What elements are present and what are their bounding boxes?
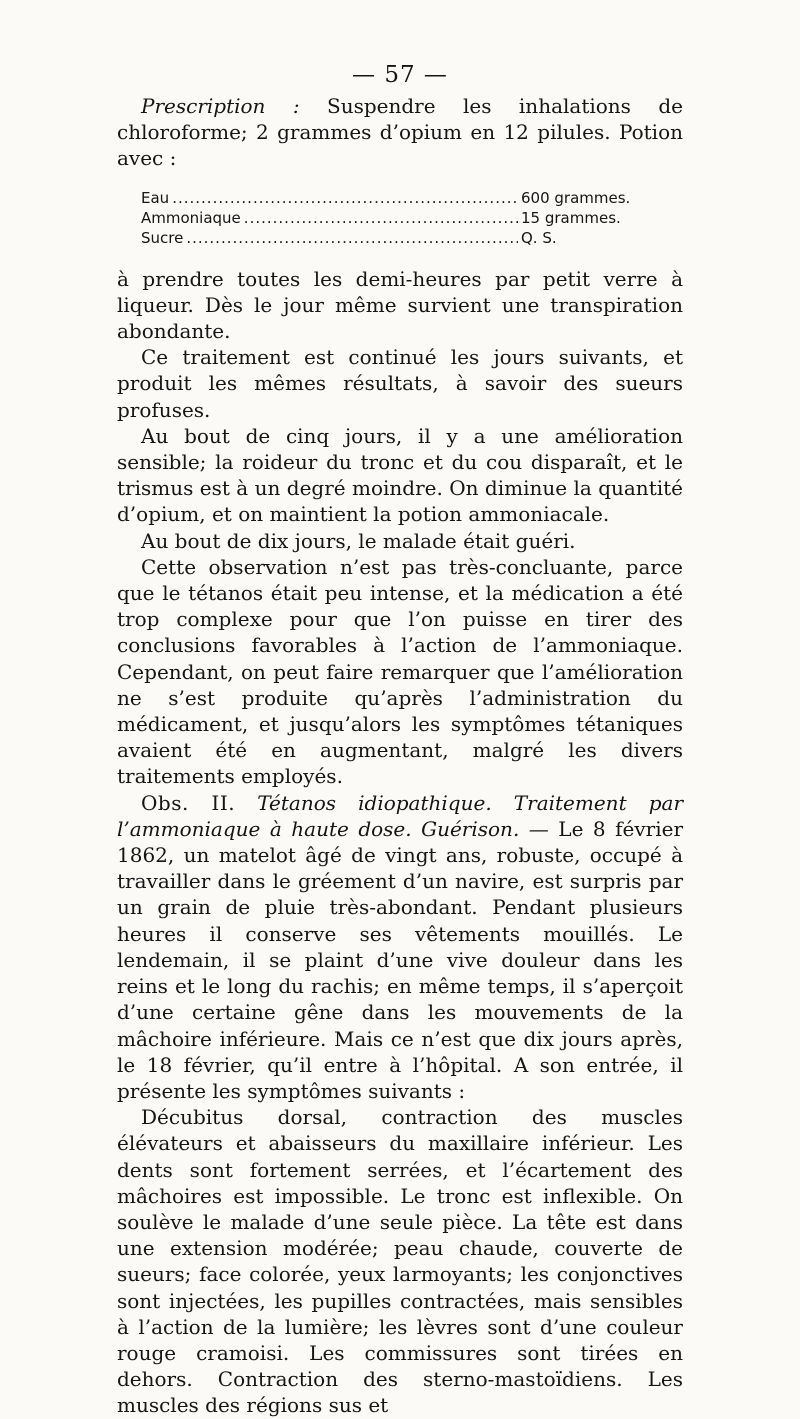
ingredient-quantity: 600 grammes. [521, 188, 631, 207]
ingredient-row [141, 228, 641, 248]
ingredient-name: Sucre [141, 228, 184, 247]
leader-dots [244, 208, 518, 228]
paragraph: à prendre toutes les demi-heures par petit verre à liqueur. Dès le jour même survient une transpiration abondante. [117, 266, 683, 344]
prescription-text: Suspendre les inhalations de chloroforme; 2 grammes d’opium en 12 pilules. Potion avec : [117, 94, 683, 171]
observation-paragraph [117, 790, 683, 1104]
leader-dots [172, 188, 518, 208]
ingredient-name: Eau [141, 188, 170, 207]
prescription-paragraph [117, 93, 683, 172]
body-text [117, 93, 683, 1419]
ingredient-name: Ammoniaque [141, 208, 241, 227]
page-number: — 57 — [352, 62, 448, 88]
ingredient-list [141, 188, 641, 248]
ingredient-quantity: Q. S. [521, 228, 557, 247]
paragraph: Cette observation n’est pas très-concluante, parce que le tétanos était peu intense, et la médication a été trop complexe pour que l’on puisse en tirer des conclusions favorables à l’action de l’ammoniaque. Cependant, on peut faire remarquer que l’amélioration ne s’est produite qu’après l’administration du médicament, et jusqu’alors les symptômes tétaniques avaient été en augmentant, malgré les divers traitements employés. [117, 554, 683, 789]
prescription-label: Prescription : [141, 94, 300, 118]
ingredient-row [141, 188, 641, 208]
paragraph: Au bout de dix jours, le malade était guéri. [141, 528, 576, 553]
paragraph: Au bout de cinq jours, il y a une amélioration sensible; la roideur du tronc et du cou disparaît, et le trismus est à un degré moindre. On diminue la quantité d’opium, et on maintient la potion ammoniacale. [117, 423, 683, 527]
leader-dots [186, 228, 518, 248]
ingredient-row [141, 208, 641, 228]
ingredient-quantity: 15 grammes. [521, 208, 621, 227]
paragraph: Décubitus dorsal, contraction des muscles élévateurs et abaisseurs du maxillaire inférieur. Les dents sont fortement serrées, et l’écartement des mâchoires est impossible. Le tronc est inflexible. On soulève le malade d’une seule pièce. La tête est dans une extension modérée; peau chaude, couverte de sueurs; face colorée, yeux larmoyants; les conjonctives sont injectées, les pupilles contractées, mais sensibles à l’action de la lumière; les lèvres sont d’une couleur rouge cramoisi. Les commissures sont tirées en dehors. Contraction des sterno-mastoïdiens. Les muscles des régions sus et [117, 1105, 683, 1418]
observation-title: Tétanos idiopathique. Traitement par l’ammoniaque à haute dose. Guérison. [117, 790, 684, 841]
observation-text: — Le 8 février 1862, un matelot âgé de vingt ans, robuste, occupé à travailler dans le gréement d’un navire, est surpris par un grain de pluie très-abondant. Pendant plusieurs heures il conserve ses vêtements mouillés. Le lendemain, il se plaint d’une vive douleur dans les reins et le long du rachis; en même temps, il s’aperçoit d’une certaine gêne dans les mouvements de la mâchoire inférieure. Mais ce n’est que dix jours après, le 18 février, qu’il entre à l’hôpital. A son entrée, il présente les symptômes suivants : [117, 816, 683, 1103]
paragraph: Ce traitement est continué les jours suivants, et produit les mêmes résultats, à savoir des sueurs profuses. [117, 345, 683, 422]
observation-label: Obs. II. [141, 790, 236, 815]
